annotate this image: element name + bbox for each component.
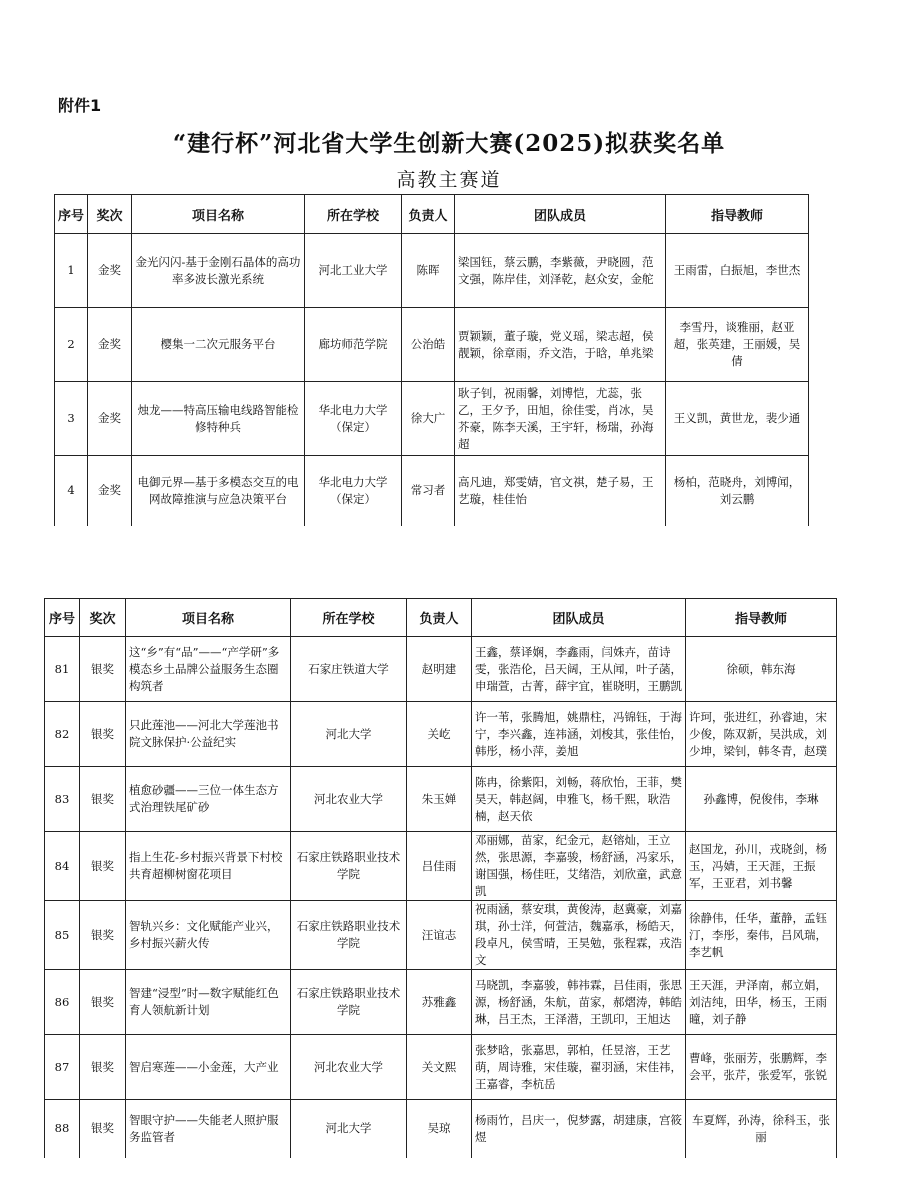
cell-no: 81 [45,637,80,702]
table-row [45,767,837,832]
header-no: 序号 [45,599,80,637]
cell-school: 石家庄铁路职业技术学院 [291,901,407,970]
cell-school: 石家庄铁道大学 [291,637,407,702]
table-row [55,234,809,308]
table-row [45,970,837,1035]
cell-award: 银奖 [80,970,126,1035]
header-members: 团队成员 [455,195,666,234]
table-row [55,382,809,456]
cell-project: 智轨兴乡：文化赋能产业兴，乡村振兴薪火传 [126,901,291,970]
table-header-row [55,195,809,234]
cell-award: 金奖 [88,382,132,456]
cell-award: 银奖 [80,637,126,702]
cell-school: 河北农业大学 [291,767,407,832]
table-row [45,702,837,767]
table-row [45,637,837,702]
cell-award: 银奖 [80,1035,126,1100]
cell-school: 河北大学 [291,702,407,767]
cell-members: 王鑫，蔡译娴，李鑫雨，闫姝卉，苗诗雯，张浩伦，吕天阔，王从闻，叶子菡，申瑞萱，古菁，薛宇宜，崔晓明，王鹏凯 [472,637,686,702]
cell-advisors: 许珂，张进红，孙睿迪，宋少俊，陈双新，吴洪成，刘少坤，梁钊，韩冬青，赵璞 [686,702,837,767]
cell-no: 87 [45,1035,80,1100]
cell-members: 杨雨竹，吕庆一，倪梦露，胡建康，宫筱煜 [472,1100,686,1158]
cell-project: 智启寒莲——小金莲，大产业 [126,1035,291,1100]
award-table-silver [44,598,837,1158]
cell-members: 耿子钊，祝雨馨，刘博恺，尤蕊，张乙，王夕予，田旭，徐佳雯，肖冰，吴芥豪，陈李天溪，王宇轩，杨瑞，孙海超 [455,382,666,456]
header-leader: 负责人 [402,195,455,234]
cell-school: 石家庄铁路职业技术学院 [291,970,407,1035]
cell-members: 陈冉，徐紫阳，刘畅，蒋欣怡，王菲，樊昊天，韩赵阔，申雅飞，杨千熙，耿浩楠，赵天依 [472,767,686,832]
header-project: 项目名称 [126,599,291,637]
cell-members: 祝雨涵，蔡安琪，黄俊涛，赵冀豪，刘嘉琪，孙士洋，何萱洁，魏嘉承，杨皓天，段卓凡，侯雪晴，王昊勉，张程霖，戎浩文 [472,901,686,970]
cell-award: 银奖 [80,1100,126,1158]
header-school: 所在学校 [305,195,402,234]
cell-award: 银奖 [80,901,126,970]
cell-leader: 徐大广 [402,382,455,456]
cell-members: 梁国钰，蔡云鹏，李紫薇，尹晓圆，范文强，陈岸佳，刘泽乾，赵众安，金舵 [455,234,666,308]
cell-no: 82 [45,702,80,767]
table-row [45,1035,837,1100]
cell-project: 智建“浸型”时—数字赋能红色育人领航新计划 [126,970,291,1035]
cell-advisors: 曹峰，张丽芳，张鹏辉，李会平，张芹，张爱军，张锐 [686,1035,837,1100]
cell-advisors: 赵国龙，孙川，戎晓剑，杨玉，冯婧，王天涯，王振军，王亚君，刘书馨 [686,832,837,901]
cell-project: 樱集一二次元服务平台 [132,308,305,382]
cell-advisors: 车夏辉，孙涛，徐科玉，张丽 [686,1100,837,1158]
cell-advisors: 孙鑫博，倪俊伟，李琳 [686,767,837,832]
cell-project: 只此莲池——河北大学莲池书院文脉保护·公益纪实 [126,702,291,767]
cell-members: 高凡迪，郑雯婧，官文祺，楚子易，王艺璇，桂佳怡 [455,456,666,526]
cell-no: 85 [45,901,80,970]
cell-no: 4 [55,456,88,526]
document-title: “建行杯”河北省大学生创新大赛(2025)拟获奖名单 [172,130,726,157]
header-award: 奖次 [80,599,126,637]
cell-leader: 常习者 [402,456,455,526]
cell-leader: 公治皓 [402,308,455,382]
header-no: 序号 [55,195,88,234]
cell-leader: 关文熙 [407,1035,472,1100]
header-members: 团队成员 [472,599,686,637]
cell-award: 银奖 [80,832,126,901]
header-advisors: 指导教师 [686,599,837,637]
cell-school: 河北农业大学 [291,1035,407,1100]
cell-leader: 陈晖 [402,234,455,308]
cell-no: 86 [45,970,80,1035]
cell-project: 这“乡”有“品”——“产学研”多模态乡土品牌公益服务生态圈构筑者 [126,637,291,702]
table-header-row [45,599,837,637]
cell-members: 贾颖颖，董子璇，党义瑶，梁志超，侯靓颖，徐章雨，乔文浩，于晗，单兆梁 [455,308,666,382]
table-row [55,308,809,382]
cell-advisors: 杨柏，范晓舟，刘博闻，刘云鹏 [666,456,809,526]
cell-no: 88 [45,1100,80,1158]
header-advisors: 指导教师 [666,195,809,234]
cell-advisors: 徐静伟，任华，董静，孟钰汀，李彤，秦伟，吕风瑞，李艺帆 [686,901,837,970]
table-row [45,832,837,901]
cell-project: 植愈砂疆——三位一体生态方式治理铁尾矿砂 [126,767,291,832]
cell-no: 83 [45,767,80,832]
cell-award: 银奖 [80,702,126,767]
cell-award: 银奖 [80,767,126,832]
cell-no: 84 [45,832,80,901]
cell-advisors: 李雪丹，谈雅丽，赵亚超，张英建，王丽媛，吴倩 [666,308,809,382]
table-row [45,901,837,970]
cell-project: 金光闪闪-基于金刚石晶体的高功率多波长激光系统 [132,234,305,308]
cell-members: 许一苇，张腾旭，姚鼎柱，冯锦钰，于海宁，李兴鑫，连祎涵，刘梭其，张佳怡，韩彤，杨小萍，姜旭 [472,702,686,767]
cell-members: 马晓凯，李嘉骏，韩祎霖，吕佳雨，张思源，杨舒涵，朱航，苗家，郝熠涛，韩皓琳，吕王杰，王泽潜，王凯印，王旭达 [472,970,686,1035]
cell-project: 指上生花-乡村振兴背景下村校共育超柳树窗花项目 [126,832,291,901]
cell-no: 1 [55,234,88,308]
cell-school: 华北电力大学（保定） [305,456,402,526]
header-school: 所在学校 [291,599,407,637]
table-row [55,456,809,526]
cell-school: 廊坊师范学院 [305,308,402,382]
cell-leader: 苏雅鑫 [407,970,472,1035]
cell-school: 华北电力大学（保定） [305,382,402,456]
cell-advisors: 王雨雷，白振旭，李世杰 [666,234,809,308]
cell-award: 金奖 [88,456,132,526]
cell-leader: 吴琼 [407,1100,472,1158]
header-award: 奖次 [88,195,132,234]
cell-school: 河北大学 [291,1100,407,1158]
cell-school: 石家庄铁路职业技术学院 [291,832,407,901]
table-row [45,1100,837,1158]
cell-no: 3 [55,382,88,456]
cell-advisors: 徐硕，韩东海 [686,637,837,702]
cell-members: 张梦晗，张嘉思，郭柏，任昱溶，王艺萌，周诗雅，宋佳璇，翟羽涵，宋佳祎，王嘉睿，李杭岳 [472,1035,686,1100]
cell-advisors: 王义凯，黄世龙，裴少通 [666,382,809,456]
header-leader: 负责人 [407,599,472,637]
cell-no: 2 [55,308,88,382]
cell-members: 邓丽娜，苗家，纪金元，赵镕灿，王立然，张思源，李嘉骏，杨舒涵，冯家乐，谢国强，杨佳旺，艾绪浩，刘欣童，武意凯 [472,832,686,901]
attachment-label: 附件1 [58,96,102,115]
cell-leader: 汪谊志 [407,901,472,970]
cell-leader: 朱玉婵 [407,767,472,832]
cell-project: 烛龙——特高压输电线路智能检修特种兵 [132,382,305,456]
award-table-gold [54,194,809,526]
cell-award: 金奖 [88,234,132,308]
header-project: 项目名称 [132,195,305,234]
cell-leader: 赵明建 [407,637,472,702]
track-subtitle: 高教主赛道 [396,169,502,191]
cell-award: 金奖 [88,308,132,382]
cell-leader: 关屹 [407,702,472,767]
cell-project: 智眼守护——失能老人照护服务监管者 [126,1100,291,1158]
cell-school: 河北工业大学 [305,234,402,308]
cell-project: 电御元界—基于多模态交互的电网故障推演与应急决策平台 [132,456,305,526]
cell-advisors: 王天涯，尹泽南，郝立娟，刘洁纯，田华，杨玉，王雨曈，刘子静 [686,970,837,1035]
cell-leader: 吕佳雨 [407,832,472,901]
